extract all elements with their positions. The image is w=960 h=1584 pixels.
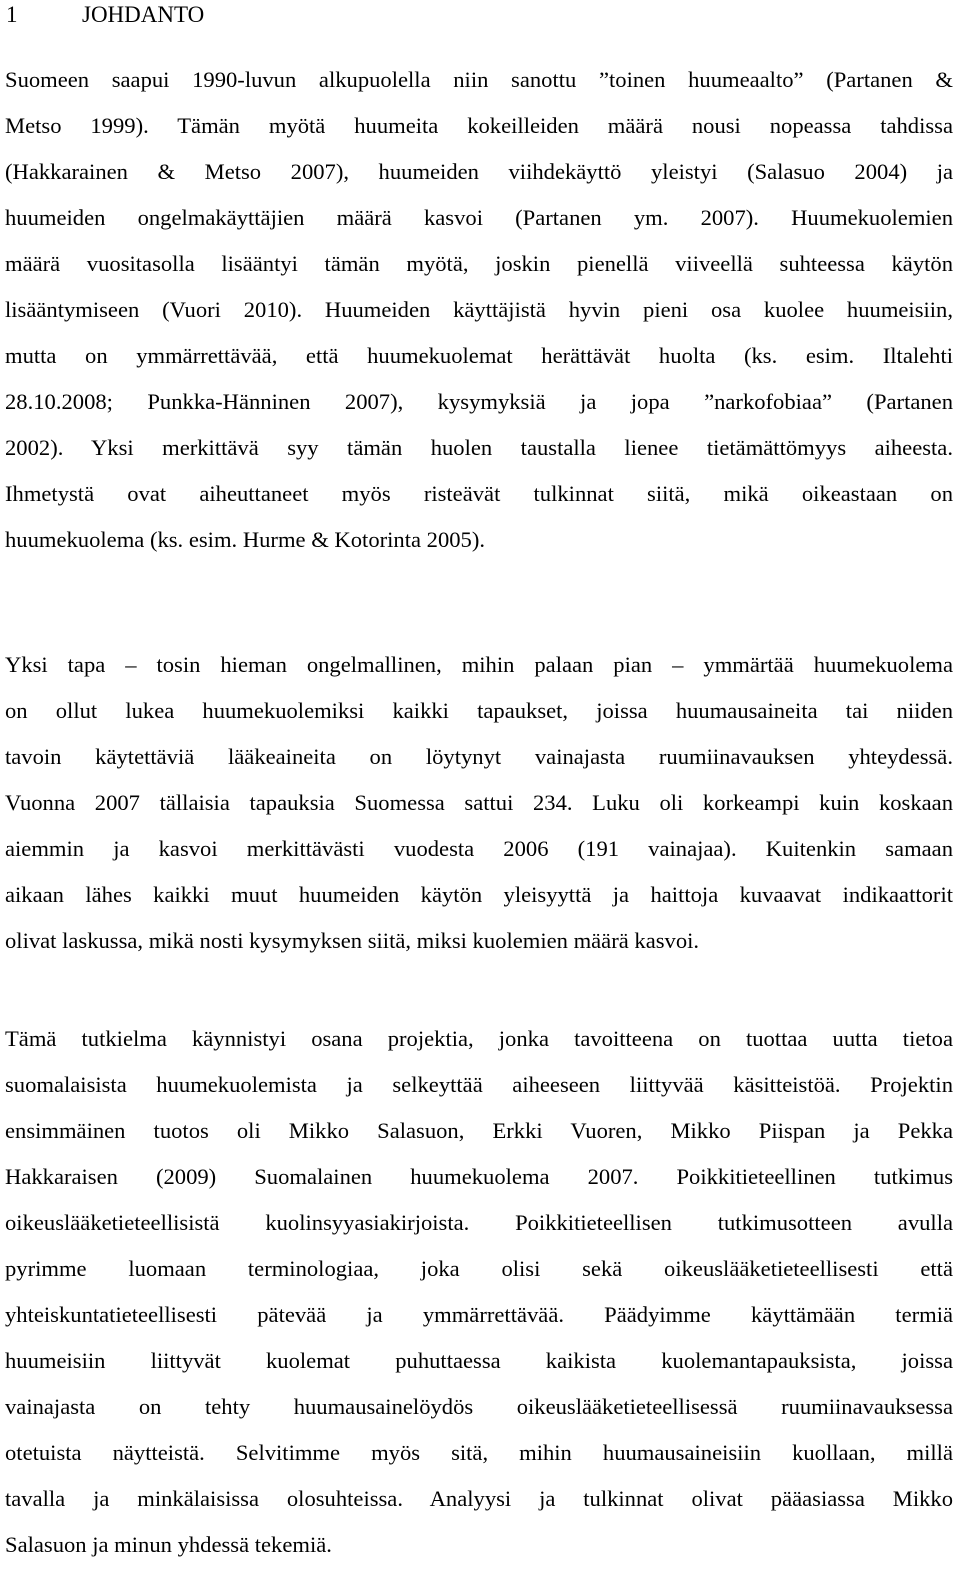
paragraph-line: huumeiden ongelmakäyttäjien määrä kasvoi (Partanen ym. 2007). Huumekuolemien bbox=[5, 205, 953, 230]
paragraph-line: lisääntymiseen (Vuori 2010). Huumeiden käyttäjistä hyvin pieni osa kuolee huumeisiin, bbox=[5, 297, 953, 322]
paragraph-line: 2002). Yksi merkittävä syy tämän huolen taustalla lienee tietämättömyys aiheesta. bbox=[5, 435, 953, 460]
paragraph-line: suomalaisista huumekuolemista ja selkeyttää aiheeseen liittyvää käsitteistöä. Projektin bbox=[5, 1072, 953, 1097]
chapter-title: JOHDANTO bbox=[82, 2, 205, 27]
paragraph-line: huumekuolema (ks. esim. Hurme & Kotorinta 2005). bbox=[5, 527, 486, 552]
paragraph-1 bbox=[5, 57, 953, 563]
paragraph-line: Yksi tapa – tosin hieman ongelmallinen, mihin palaan pian – ymmärtää huumekuolema bbox=[5, 652, 953, 677]
paragraph-line: tavalla ja minkälaisissa olosuhteissa. Analyysi ja tulkinnat olivat pääasiassa Mikko bbox=[5, 1486, 953, 1511]
paragraph-line: aiemmin ja kasvoi merkittävästi vuodesta 2006 (191 vainajaa). Kuitenkin samaan bbox=[5, 836, 953, 861]
paragraph-line: olivat laskussa, mikä nosti kysymyksen siitä, miksi kuolemien määrä kasvoi. bbox=[5, 928, 700, 953]
paragraph-line: otetuista näytteistä. Selvitimme myös sitä, mihin huumausaineisiin kuollaan, millä bbox=[5, 1440, 953, 1465]
paragraph-line: Metso 1999). Tämän myötä huumeita kokeilleiden määrä nousi nopeassa tahdissa bbox=[5, 113, 953, 138]
paragraph-line: 28.10.2008; Punkka-Hänninen 2007), kysymyksiä ja jopa ”narkofobiaa” (Partanen bbox=[5, 389, 953, 414]
paragraph-line: Ihmetystä ovat aiheuttaneet myös risteävät tulkinnat siitä, mikä oikeastaan on bbox=[5, 481, 953, 506]
paragraph-line: mutta on ymmärrettävää, että huumekuolemat herättävät huolta (ks. esim. Iltalehti bbox=[5, 343, 953, 368]
paragraph-line: on ollut lukea huumekuolemiksi kaikki tapaukset, joissa huumausaineita tai niiden bbox=[5, 698, 953, 723]
paragraph-line: huumeisiin liittyvät kuolemat puhuttaessa kaikista kuolemantapauksista, joissa bbox=[5, 1348, 953, 1373]
paragraph-line: tavoin käytettäviä lääkeaineita on löytynyt vainajasta ruumiinavauksen yhteydessä. bbox=[5, 744, 953, 769]
paragraph-line: Tämä tutkielma käynnistyi osana projektia, jonka tavoitteena on tuottaa uutta tietoa bbox=[5, 1026, 953, 1051]
paragraph-line: yhteiskuntatieteellisesti pätevää ja ymmärrettävää. Päädyimme käyttämään termiä bbox=[5, 1302, 953, 1327]
chapter-heading bbox=[6, 0, 204, 30]
paragraph-line: Salasuon ja minun yhdessä tekemiä. bbox=[5, 1532, 332, 1557]
paragraph-line: pyrimme luomaan terminologiaa, joka olisi sekä oikeuslääketieteellisesti että bbox=[5, 1256, 953, 1281]
paragraph-line: (Hakkarainen & Metso 2007), huumeiden viihdekäyttö yleistyi (Salasuo 2004) ja bbox=[5, 159, 953, 184]
paragraph-line: vainajasta on tehty huumausainelöydös oikeuslääketieteellisessä ruumiinavauksessa bbox=[5, 1394, 953, 1419]
paragraph-line: aikaan lähes kaikki muut huumeiden käytön yleisyyttä ja haittoja kuvaavat indikaattorit bbox=[5, 882, 953, 907]
paragraph-line: Vuonna 2007 tällaisia tapauksia Suomessa sattui 234. Luku oli korkeampi kuin koskaan bbox=[5, 790, 953, 815]
paragraph-line: Hakkaraisen (2009) Suomalainen huumekuolema 2007. Poikkitieteellinen tutkimus bbox=[5, 1164, 953, 1189]
paragraph-2 bbox=[5, 642, 953, 964]
paragraph-line: oikeuslääketieteellisistä kuolinsyyasiakirjoista. Poikkitieteellisen tutkimusotteen avulla bbox=[5, 1210, 953, 1235]
paragraph-3 bbox=[5, 1016, 953, 1568]
paragraph-line: ensimmäinen tuotos oli Mikko Salasuon, Erkki Vuoren, Mikko Piispan ja Pekka bbox=[5, 1118, 953, 1143]
paragraph-line: Suomeen saapui 1990-luvun alkupuolella niin sanottu ”toinen huumeaalto” (Partanen & bbox=[5, 67, 953, 92]
chapter-number: 1 bbox=[6, 2, 18, 27]
paragraph-line: määrä vuositasolla lisääntyi tämän myötä, joskin pienellä viiveellä suhteessa käytön bbox=[5, 251, 953, 276]
